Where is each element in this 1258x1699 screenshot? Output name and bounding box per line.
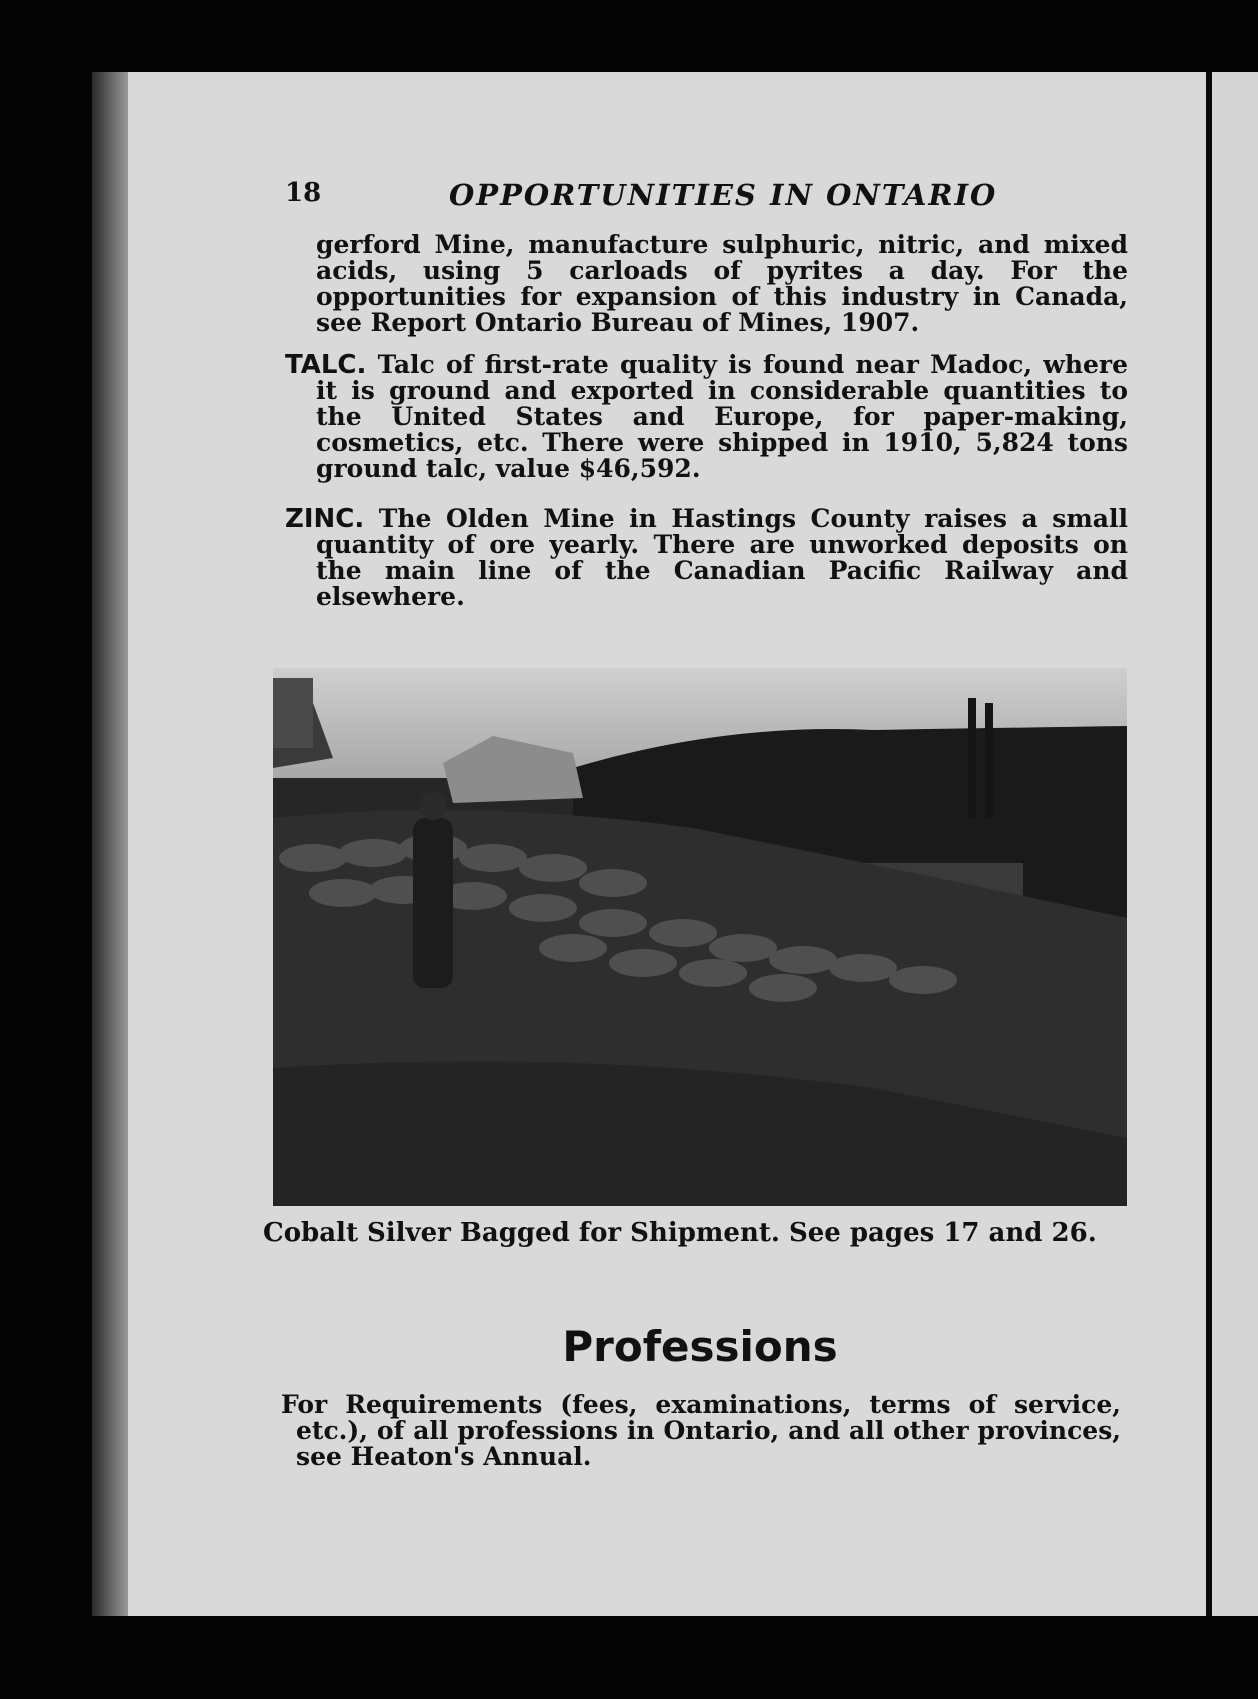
photo-caption: Cobalt Silver Bagged for Shipment. See pages 17 and 26. xyxy=(263,1218,1097,1248)
talc-heading: TALC. xyxy=(285,350,367,380)
talc-text: Talc of first-rate quality is found near Madoc, where it is ground and exported in considerable quantities to the United States and Europe, for paper-making, cosmetics, etc. There were shipped in 1910, 5,824 tons ground talc, value $46,592. xyxy=(316,350,1128,483)
running-head: OPPORTUNITIES IN ONTARIO xyxy=(449,178,998,212)
paragraph-pyrites: gerford Mine, manufacture sulphuric, nitric, and mixed acids, using 5 carloads of pyrites a day. For the opportunities for expansion of this industry in Canada, see Report Ontario Bureau of Mines, 1907. xyxy=(316,230,1128,337)
paragraph-professions: For Requirements (fees, examinations, terms of service, etc.), of all professions in Ontario, and all other provinces, see Heaton's Annual. xyxy=(281,1390,1121,1471)
paragraph-zinc xyxy=(285,506,1128,610)
page-number: 18 xyxy=(285,178,322,208)
paragraph-talc xyxy=(285,352,1128,482)
photo-illustration xyxy=(273,668,1127,1206)
zinc-text: The Olden Mine in Hastings County raises a small quantity of ore yearly. There are unworked deposits on the main line of the Canadian Pacific Railway and elsewhere. xyxy=(316,504,1128,611)
facing-page-edge xyxy=(1206,72,1258,1616)
page-gutter-line xyxy=(1206,72,1212,1616)
cobalt-silver-photo xyxy=(273,668,1127,1206)
section-title-professions: Professions xyxy=(562,1322,838,1371)
zinc-heading: ZINC. xyxy=(285,504,365,534)
page-edge-shadow xyxy=(92,72,128,1616)
page-header xyxy=(285,178,1155,214)
